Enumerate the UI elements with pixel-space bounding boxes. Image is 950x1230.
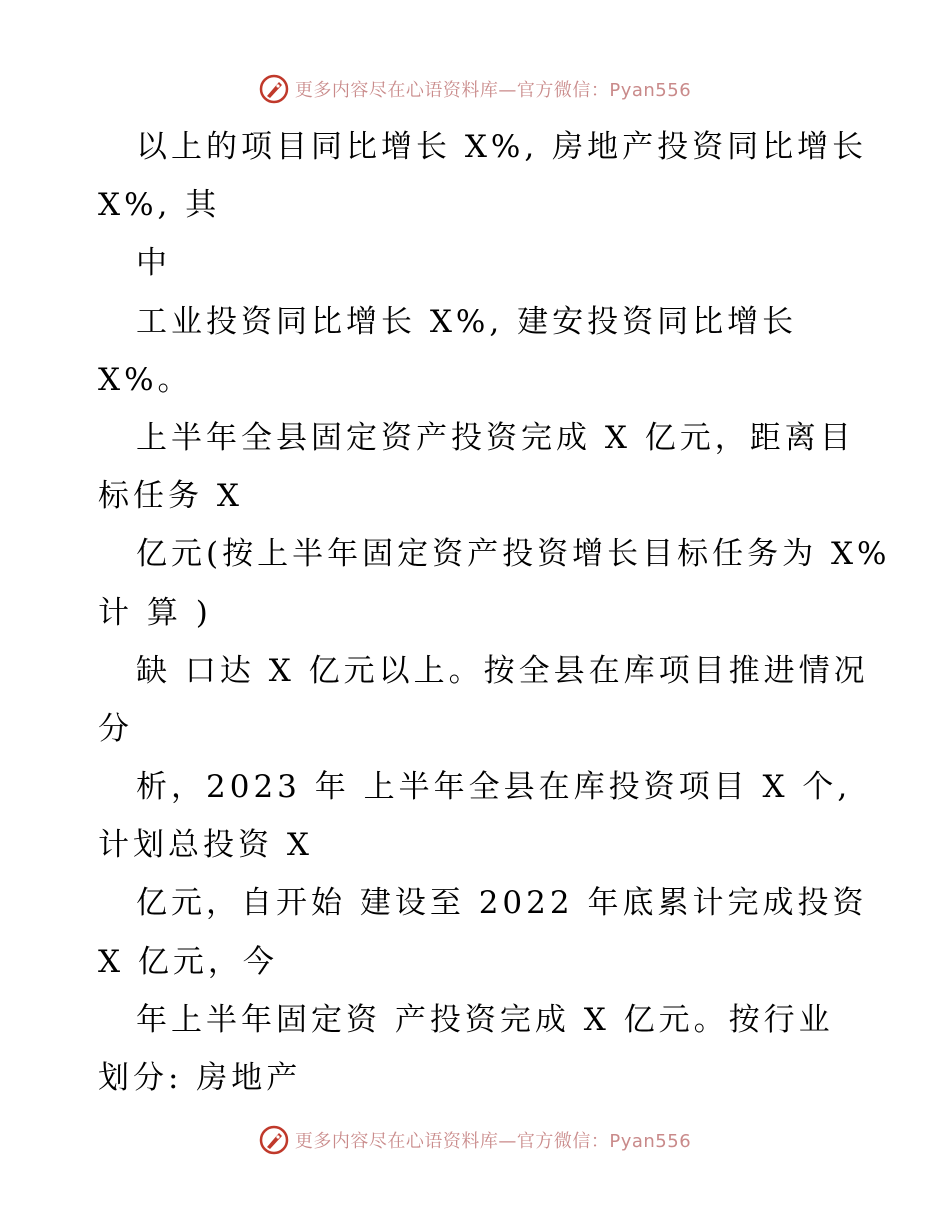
pen-nib-circle-icon	[259, 74, 289, 104]
document-body	[98, 118, 891, 1107]
text-line: X%。	[98, 361, 193, 398]
watermark-text: 更多内容尽在心语资料库—官方微信：Pyan556	[294, 1131, 692, 1152]
text-line: 分	[98, 710, 133, 747]
watermark-text: 更多内容尽在心语资料库—官方微信：Pyan556	[294, 80, 692, 101]
text-line: 划分: 房地产	[98, 1060, 302, 1096]
text-line: 标任务 X	[98, 478, 243, 515]
footer-watermark	[0, 1123, 950, 1157]
text-line: 计划总投资 X	[98, 827, 313, 864]
text-line: 亿元，自开始 建设至 2022 年底累计完成投资	[136, 885, 868, 922]
text-line: 缺 口达 X 亿元以上。按全县在库项目推进情况	[136, 652, 869, 689]
text-line: 中	[136, 245, 171, 282]
text-line: X 亿元，今	[98, 943, 278, 980]
text-line: 上半年全县固定资产投资完成 X 亿元，距离目	[136, 419, 855, 456]
text-line: 析，2023 年 上半年全县在库投资项目 X 个,	[136, 769, 852, 806]
header-watermark	[0, 72, 950, 106]
pen-nib-circle-icon	[259, 1125, 289, 1155]
text-line: 以上的项目同比增长 X%, 房地产投资同比增长	[136, 129, 868, 165]
text-line: 工业投资同比增长 X%, 建安投资同比增长	[136, 303, 798, 340]
text-line: X%, 其	[98, 187, 221, 224]
text-line: 计 算 )	[98, 594, 212, 631]
text-line: 年上半年固定资 产投资完成 X 亿元。按行业	[136, 1001, 834, 1038]
text-line: 亿元(按上半年固定资产投资增长目标任务为 X%	[136, 536, 891, 573]
